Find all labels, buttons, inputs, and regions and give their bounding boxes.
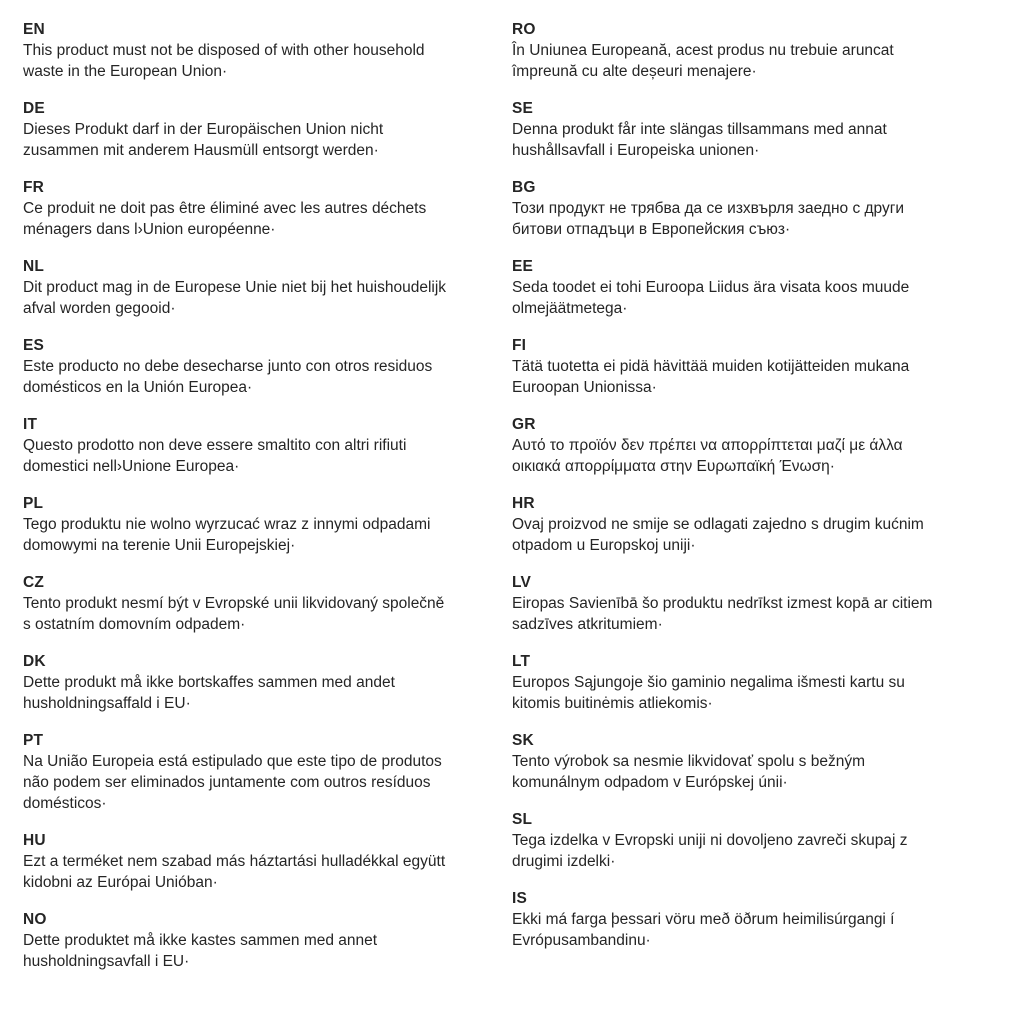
language-code-gr: GR bbox=[512, 416, 536, 433]
lang-section-de bbox=[23, 98, 512, 161]
text-line: Ce produit ne doit pas être éliminé avec les autres déchets bbox=[23, 200, 427, 217]
language-code-hu: HU bbox=[23, 832, 46, 849]
language-code-is: IS bbox=[512, 890, 528, 907]
text-line: domestici nell›Unione Europea· bbox=[23, 458, 240, 475]
language-code-cz: CZ bbox=[23, 574, 45, 591]
text-line: afval worden gegooid· bbox=[23, 300, 176, 317]
language-text-fi bbox=[512, 356, 1012, 398]
language-text-is bbox=[512, 909, 1012, 951]
text-line: Questo prodotto non deve essere smaltito con altri rifiuti bbox=[23, 437, 407, 454]
lang-section-lv bbox=[512, 572, 1012, 635]
language-text-lt bbox=[512, 672, 1012, 714]
lang-section-se bbox=[512, 98, 1012, 161]
language-code-no: NO bbox=[23, 911, 47, 928]
lang-section-sk bbox=[512, 730, 1012, 793]
language-code-fi: FI bbox=[512, 337, 527, 354]
lang-section-ro bbox=[512, 19, 1012, 82]
language-code-ee: EE bbox=[512, 258, 534, 275]
text-line: não podem ser eliminados juntamente com outros resíduos bbox=[23, 774, 431, 791]
text-line: împreună cu alte deșeuri menajere· bbox=[512, 63, 757, 80]
text-line: Dette produkt må ikke bortskaffes sammen med andet bbox=[23, 674, 395, 691]
lang-section-ee bbox=[512, 256, 1012, 319]
language-code-de: DE bbox=[23, 100, 45, 117]
text-line: În Uniunea Europeană, acest produs nu trebuie aruncat bbox=[512, 42, 894, 59]
language-text-en bbox=[23, 40, 512, 82]
language-text-dk bbox=[23, 672, 512, 714]
language-text-bg bbox=[512, 198, 1012, 240]
lang-section-bg bbox=[512, 177, 1012, 240]
text-line: Tento výrobok sa nesmie likvidovať spolu s bežným bbox=[512, 753, 866, 770]
lang-section-is bbox=[512, 888, 1012, 951]
text-line: hushållsavfall i Europeiska unionen· bbox=[512, 142, 760, 159]
text-line: οικιακά απορρίμματα στην Ευρωπαϊκή Ένωση· bbox=[512, 458, 835, 475]
text-line: This product must not be disposed of with other household bbox=[23, 42, 425, 59]
language-code-lv: LV bbox=[512, 574, 532, 591]
text-line: Evrópusambandinu· bbox=[512, 932, 651, 949]
language-text-lv bbox=[512, 593, 1012, 635]
text-line: husholdningsavfall i EU· bbox=[23, 953, 190, 970]
language-code-dk: DK bbox=[23, 653, 46, 670]
text-line: husholdningsaffald i EU· bbox=[23, 695, 191, 712]
lang-section-no bbox=[23, 909, 512, 972]
text-line: ménagers dans l›Union européenne· bbox=[23, 221, 276, 238]
text-line: Tento produkt nesmí být v Evropské unii likvidovaný společně bbox=[23, 595, 445, 612]
language-text-sl bbox=[512, 830, 1012, 872]
text-line: domésticos· bbox=[23, 795, 107, 812]
text-line: Na União Europeia está estipulado que este tipo de produtos bbox=[23, 753, 442, 770]
language-text-sk bbox=[512, 751, 1012, 793]
language-text-es bbox=[23, 356, 512, 398]
lang-section-sl bbox=[512, 809, 1012, 872]
text-line: Ekki má farga þessari vöru með öðrum heimilisúrgangi í bbox=[512, 911, 895, 928]
lang-section-hu bbox=[23, 830, 512, 893]
language-code-hr: HR bbox=[512, 495, 535, 512]
lang-section-fr bbox=[23, 177, 512, 240]
text-line: drugimi izdelki· bbox=[512, 853, 616, 870]
language-text-ro bbox=[512, 40, 1012, 82]
text-line: s ostatním domovním odpadem· bbox=[23, 616, 246, 633]
text-line: битови отпадъци в Европейския съюз· bbox=[512, 221, 791, 238]
language-text-cz bbox=[23, 593, 512, 635]
right-column bbox=[512, 19, 1012, 988]
language-text-it bbox=[23, 435, 512, 477]
text-line: Dette produktet må ikke kastes sammen med annet bbox=[23, 932, 378, 949]
text-line: Tätä tuotetta ei pidä hävittää muiden kotijätteiden mukana bbox=[512, 358, 910, 375]
left-column bbox=[23, 19, 512, 988]
text-line: Denna produkt får inte slängas tillsammans med annat bbox=[512, 121, 887, 138]
text-line: domésticos en la Unión Europea· bbox=[23, 379, 253, 396]
lang-section-fi bbox=[512, 335, 1012, 398]
language-code-it: IT bbox=[23, 416, 38, 433]
language-code-nl: NL bbox=[23, 258, 45, 275]
language-code-es: ES bbox=[23, 337, 45, 354]
language-code-bg: BG bbox=[512, 179, 536, 196]
text-line: Tega izdelka v Evropski uniji ni dovoljeno zavreči skupaj z bbox=[512, 832, 908, 849]
language-text-no bbox=[23, 930, 512, 972]
lang-section-it bbox=[23, 414, 512, 477]
text-line: olmejäätmetega· bbox=[512, 300, 628, 317]
language-code-fr: FR bbox=[23, 179, 45, 196]
language-text-fr bbox=[23, 198, 512, 240]
language-text-nl bbox=[23, 277, 512, 319]
lang-section-hr bbox=[512, 493, 1012, 556]
text-line: kidobni az Európai Unióban· bbox=[23, 874, 218, 891]
text-line: otpadom u Europskoj uniji· bbox=[512, 537, 696, 554]
text-line: domowymi na terenie Unii Europejskiej· bbox=[23, 537, 296, 554]
language-text-de bbox=[23, 119, 512, 161]
text-line: Този продукт не трябва да се изхвърля заедно с други bbox=[512, 200, 905, 217]
language-text-se bbox=[512, 119, 1012, 161]
language-code-ro: RO bbox=[512, 21, 536, 38]
lang-section-dk bbox=[23, 651, 512, 714]
lang-section-cz bbox=[23, 572, 512, 635]
text-line: Dit product mag in de Europese Unie niet bij het huishoudelijk bbox=[23, 279, 447, 296]
language-text-hu bbox=[23, 851, 512, 893]
language-code-pt: PT bbox=[23, 732, 44, 749]
text-line: kitomis buitinėmis atliekomis· bbox=[512, 695, 713, 712]
lang-section-en bbox=[23, 19, 512, 82]
text-line: Ezt a terméket nem szabad más háztartási hulladékkal együtt bbox=[23, 853, 446, 870]
text-line: Europos Sąjungoje šio gaminio negalima išmesti kartu su bbox=[512, 674, 905, 691]
text-line: sadzīves atkritumiem· bbox=[512, 616, 663, 633]
lang-section-pt bbox=[23, 730, 512, 814]
text-line: zusammen mit anderem Hausmüll entsorgt werden· bbox=[23, 142, 379, 159]
text-line: Eiropas Savienībā šo produktu nedrīkst izmest kopā ar citiem bbox=[512, 595, 933, 612]
lang-section-gr bbox=[512, 414, 1012, 477]
language-code-sk: SK bbox=[512, 732, 534, 749]
language-code-lt: LT bbox=[512, 653, 531, 670]
text-line: Ovaj proizvod ne smije se odlagati zajedno s drugim kućnim bbox=[512, 516, 924, 533]
text-line: komunálnym odpadom v Európskej únii· bbox=[512, 774, 788, 791]
language-code-pl: PL bbox=[23, 495, 44, 512]
language-text-gr bbox=[512, 435, 1012, 477]
language-code-en: EN bbox=[23, 21, 45, 38]
lang-section-lt bbox=[512, 651, 1012, 714]
text-line: Tego produktu nie wolno wyrzucać wraz z innymi odpadami bbox=[23, 516, 431, 533]
text-line: Este producto no debe desecharse junto con otros residuos bbox=[23, 358, 433, 375]
lang-section-nl bbox=[23, 256, 512, 319]
language-text-hr bbox=[512, 514, 1012, 556]
language-text-pt bbox=[23, 751, 512, 814]
text-line: waste in the European Union· bbox=[23, 63, 228, 80]
text-line: Euroopan Unionissa· bbox=[512, 379, 657, 396]
language-text-pl bbox=[23, 514, 512, 556]
text-line: Seda toodet ei tohi Euroopa Liidus ära visata koos muude bbox=[512, 279, 910, 296]
language-code-sl: SL bbox=[512, 811, 533, 828]
text-line: Αυτό το προϊόν δεν πρέπει να απορρίπτεται μαζί με άλλα bbox=[512, 437, 903, 454]
language-code-se: SE bbox=[512, 100, 534, 117]
language-text-ee bbox=[512, 277, 1012, 319]
lang-section-pl bbox=[23, 493, 512, 556]
text-line: Dieses Produkt darf in der Europäischen Union nicht bbox=[23, 121, 384, 138]
lang-section-es bbox=[23, 335, 512, 398]
